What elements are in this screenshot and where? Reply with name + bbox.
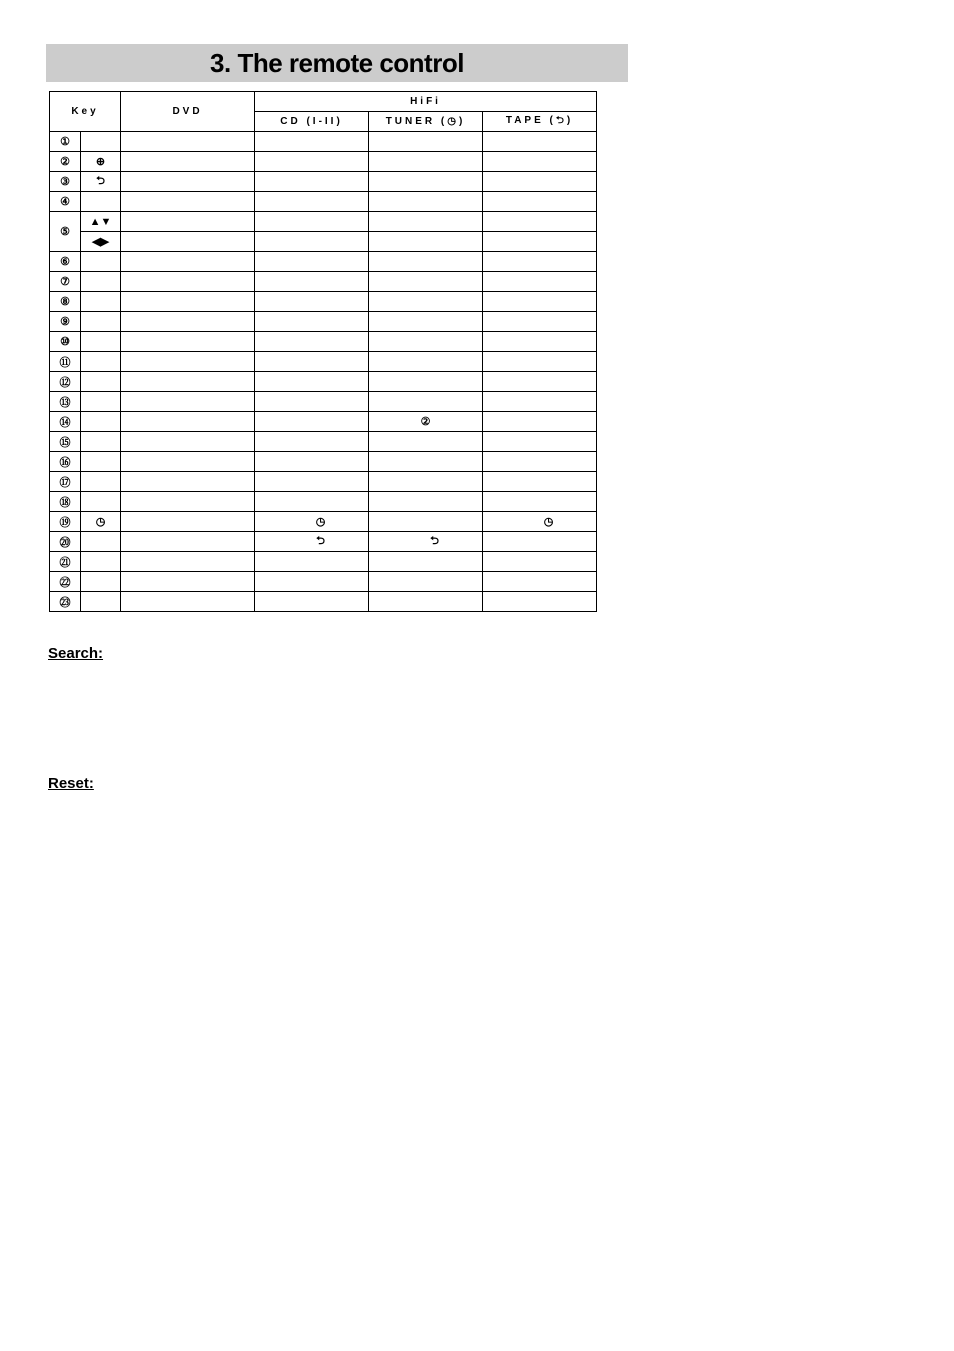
cd-cell <box>255 352 369 372</box>
key-symbol-icon <box>81 432 121 452</box>
key-symbol-icon <box>81 552 121 572</box>
table-row <box>50 432 597 452</box>
tuner-cell: ② <box>369 412 483 432</box>
key-symbol-icon <box>81 272 121 292</box>
header-tape: TAPE (⮌) <box>483 112 597 132</box>
dvd-cell <box>121 292 255 312</box>
cd-cell <box>255 192 369 212</box>
cd-cell <box>255 292 369 312</box>
empty-cell <box>121 232 255 252</box>
tuner-cell <box>369 292 483 312</box>
table-row <box>50 412 597 432</box>
table-row <box>50 592 597 612</box>
tuner-cell <box>369 432 483 452</box>
tuner-cell <box>369 312 483 332</box>
key-symbol-icon <box>81 452 121 472</box>
dvd-cell <box>121 252 255 272</box>
key-symbol-icon: ⮌ <box>81 172 121 192</box>
header-tuner: TUNER (◷) <box>369 112 483 132</box>
tuner-cell <box>369 452 483 472</box>
tape-cell <box>483 432 597 452</box>
reset-heading: Reset: <box>48 775 94 792</box>
table-row <box>50 292 597 312</box>
dvd-cell <box>121 332 255 352</box>
table-row <box>50 152 597 172</box>
key-symbol-icon: ◀▶ <box>81 232 121 252</box>
key-symbol-icon: ▲▼ <box>81 212 121 232</box>
cd-cell <box>255 212 369 232</box>
table-row <box>50 132 597 152</box>
tuner-cell <box>369 552 483 572</box>
tape-cell <box>483 192 597 212</box>
dvd-cell <box>121 572 255 592</box>
cd-cell <box>255 412 369 432</box>
cd-cell: ⮌ <box>255 532 369 552</box>
tape-cell <box>483 392 597 412</box>
dvd-cell <box>121 552 255 572</box>
tape-cell <box>483 552 597 572</box>
dvd-cell <box>121 432 255 452</box>
table-row <box>50 232 597 252</box>
key-number: ⑭ <box>50 412 81 432</box>
tuner-cell <box>369 512 483 532</box>
cd-cell <box>255 272 369 292</box>
key-symbol-icon <box>81 372 121 392</box>
table-row <box>50 192 597 212</box>
table-row <box>50 332 597 352</box>
cd-cell <box>255 572 369 592</box>
tuner-cell <box>369 172 483 192</box>
tuner-cell: ⮌ <box>369 532 483 552</box>
key-number: ⑨ <box>50 312 81 332</box>
dvd-cell <box>121 392 255 412</box>
table-row <box>50 552 597 572</box>
tuner-cell <box>369 472 483 492</box>
tuner-cell <box>369 372 483 392</box>
table-row <box>50 372 597 392</box>
cd-cell <box>255 152 369 172</box>
tape-cell <box>483 492 597 512</box>
tuner-cell <box>369 352 483 372</box>
cd-cell <box>255 132 369 152</box>
tape-cell <box>483 472 597 492</box>
key-number: ㉒ <box>50 572 81 592</box>
title-bar <box>46 44 628 82</box>
empty-cell <box>483 232 597 252</box>
dvd-cell <box>121 192 255 212</box>
dvd-cell <box>121 592 255 612</box>
key-number: ② <box>50 152 81 172</box>
tape-cell <box>483 132 597 152</box>
tape-cell <box>483 172 597 192</box>
table-row <box>50 512 597 532</box>
key-symbol-icon <box>81 572 121 592</box>
dvd-cell <box>121 472 255 492</box>
header-cd: CD (I-II) <box>255 112 369 132</box>
key-number: ⑪ <box>50 352 81 372</box>
tuner-cell <box>369 152 483 172</box>
key-symbol-icon <box>81 472 121 492</box>
tuner-cell <box>369 132 483 152</box>
header-key: Key <box>50 92 121 132</box>
remote-key-table <box>49 91 597 612</box>
key-symbol-icon <box>81 132 121 152</box>
tuner-cell <box>369 192 483 212</box>
tape-cell <box>483 532 597 552</box>
key-number: ⑮ <box>50 432 81 452</box>
key-symbol-icon <box>81 492 121 512</box>
table-row <box>50 272 597 292</box>
cd-cell: ◷ <box>255 512 369 532</box>
dvd-cell <box>121 352 255 372</box>
table-row <box>50 172 597 192</box>
dvd-cell <box>121 452 255 472</box>
cd-cell <box>255 472 369 492</box>
key-symbol-icon <box>81 592 121 612</box>
key-symbol-icon <box>81 412 121 432</box>
tuner-cell <box>369 592 483 612</box>
empty-cell <box>255 232 369 252</box>
header-dvd: DVD <box>121 92 255 132</box>
tape-cell <box>483 312 597 332</box>
dvd-cell <box>121 412 255 432</box>
key-number: ⑫ <box>50 372 81 392</box>
key-number: ⑤ <box>50 212 81 252</box>
key-number: ⑱ <box>50 492 81 512</box>
tuner-cell <box>369 252 483 272</box>
key-number: ⑯ <box>50 452 81 472</box>
cd-cell <box>255 332 369 352</box>
tuner-cell <box>369 492 483 512</box>
dvd-cell <box>121 312 255 332</box>
table-row <box>50 452 597 472</box>
key-number: ④ <box>50 192 81 212</box>
key-symbol-icon <box>81 352 121 372</box>
tuner-cell <box>369 392 483 412</box>
key-symbol-icon: ⊕ <box>81 152 121 172</box>
key-symbol-icon <box>81 292 121 312</box>
cd-cell <box>255 492 369 512</box>
dvd-cell <box>121 172 255 192</box>
key-number: ③ <box>50 172 81 192</box>
search-heading: Search: <box>48 645 104 662</box>
dvd-cell <box>121 212 255 232</box>
dvd-cell <box>121 272 255 292</box>
page-title: 3. The remote control <box>210 47 464 78</box>
key-symbol-icon <box>81 312 121 332</box>
cd-cell <box>255 252 369 272</box>
cd-cell <box>255 552 369 572</box>
tape-cell <box>483 152 597 172</box>
key-number: ⑲ <box>50 512 81 532</box>
key-number: ⑬ <box>50 392 81 412</box>
cd-cell <box>255 592 369 612</box>
tape-cell <box>483 572 597 592</box>
table-row <box>50 572 597 592</box>
dvd-cell <box>121 492 255 512</box>
cd-cell <box>255 432 369 452</box>
dvd-cell <box>121 372 255 392</box>
key-number: ⑩ <box>50 332 81 352</box>
key-symbol-icon: ◷ <box>81 512 121 532</box>
tape-cell <box>483 332 597 352</box>
cd-cell <box>255 312 369 332</box>
key-number: ① <box>50 132 81 152</box>
key-symbol-icon <box>81 332 121 352</box>
table-row <box>50 532 597 552</box>
key-number: ⑥ <box>50 252 81 272</box>
key-symbol-icon <box>81 252 121 272</box>
table-row <box>50 212 597 232</box>
cd-cell <box>255 392 369 412</box>
tuner-cell <box>369 272 483 292</box>
key-number: ⑦ <box>50 272 81 292</box>
table-row <box>50 472 597 492</box>
tape-cell <box>483 272 597 292</box>
tape-cell <box>483 412 597 432</box>
tape-cell <box>483 452 597 472</box>
header-hifi: HiFi <box>255 92 597 112</box>
key-symbol-icon <box>81 192 121 212</box>
key-number: ㉓ <box>50 592 81 612</box>
table-row <box>50 352 597 372</box>
tuner-cell <box>369 572 483 592</box>
tape-cell <box>483 252 597 272</box>
key-number: ⑰ <box>50 472 81 492</box>
dvd-cell <box>121 152 255 172</box>
tuner-cell <box>369 332 483 352</box>
tape-cell <box>483 372 597 392</box>
key-number: ⑧ <box>50 292 81 312</box>
key-number: ㉑ <box>50 552 81 572</box>
table-row <box>50 492 597 512</box>
key-number: ⑳ <box>50 532 81 552</box>
tape-cell <box>483 352 597 372</box>
key-symbol-icon <box>81 532 121 552</box>
table-row <box>50 392 597 412</box>
tape-cell <box>483 292 597 312</box>
table-row <box>50 312 597 332</box>
dvd-cell <box>121 512 255 532</box>
cd-cell <box>255 452 369 472</box>
tape-cell <box>483 592 597 612</box>
dvd-cell <box>121 532 255 552</box>
empty-cell <box>369 232 483 252</box>
key-symbol-icon <box>81 392 121 412</box>
cd-cell <box>255 372 369 392</box>
tape-cell <box>483 212 597 232</box>
cd-cell <box>255 172 369 192</box>
tuner-cell <box>369 212 483 232</box>
dvd-cell <box>121 132 255 152</box>
table-row <box>50 252 597 272</box>
tape-cell: ◷ <box>483 512 597 532</box>
